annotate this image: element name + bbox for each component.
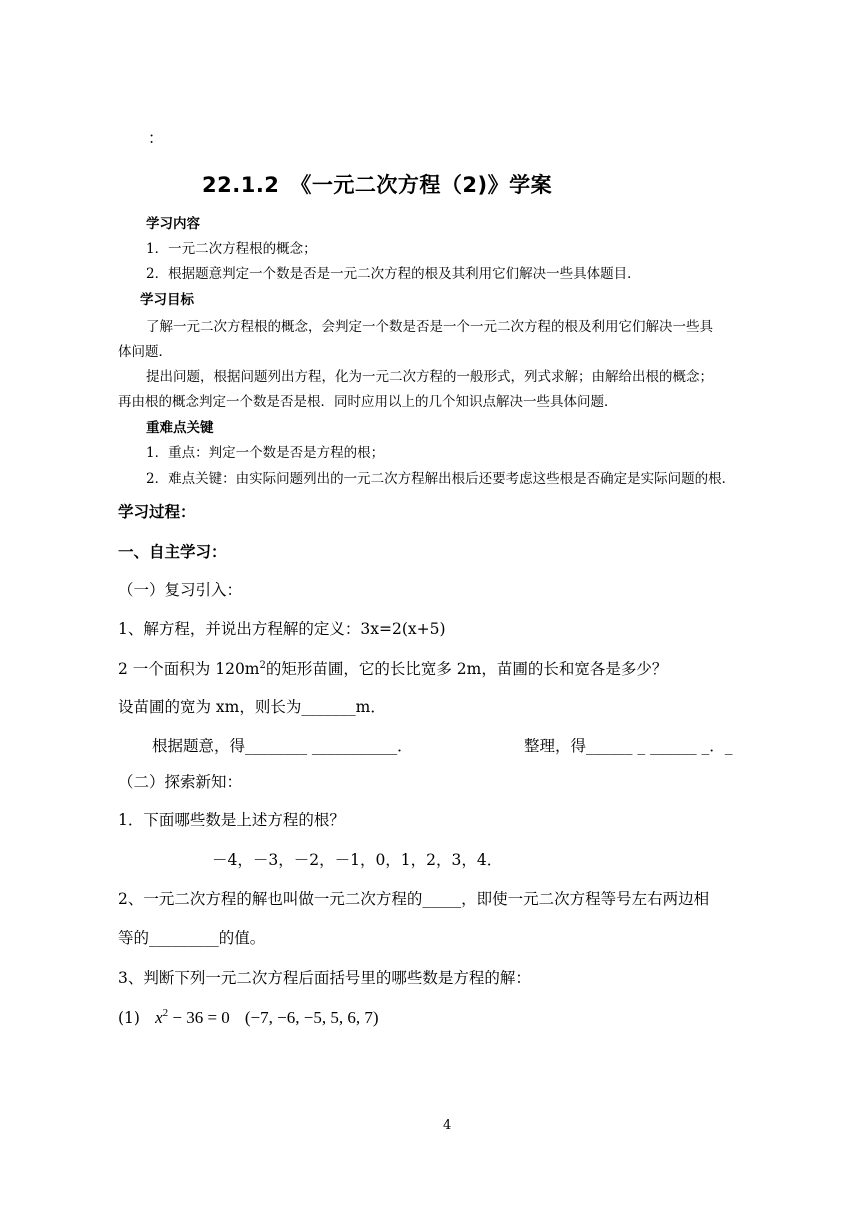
goals-heading: 学习目标 bbox=[140, 292, 194, 308]
equation-candidates: (−7, −6, −5, 5, 6, 7) bbox=[244, 1008, 379, 1027]
question-2 bbox=[118, 657, 667, 679]
question-2-setup: 设苗圃的宽为 xm，则长为_______m． bbox=[118, 698, 386, 716]
explore-item-3: 3、判断下列一元二次方程后面括号里的哪些数是方程的解： bbox=[118, 969, 531, 987]
explore-item-2-line1: 2、一元二次方程的解也叫做一元二次方程的_____，即使一元二次方程等号左右两边相 bbox=[118, 890, 710, 908]
goals-para2-line2: 再由根的概念判定一个数是否是根．同时应用以上的几个知识点解决一些具体问题． bbox=[118, 394, 618, 410]
keypoints-item-1: 1．重点：判定一个数是否是方程的根； bbox=[146, 445, 385, 461]
question-2-suffix: 的矩形苗圃，它的长比宽多 2m，苗圃的长和宽各是多少？ bbox=[265, 660, 668, 678]
question-1: 1、解方程，并说出方程解的定义：3x=2(x+5) bbox=[118, 620, 446, 638]
content-heading: 学习内容 bbox=[146, 216, 200, 232]
equation-row bbox=[118, 1007, 378, 1028]
goals-para1-line2: 体问题． bbox=[118, 344, 172, 360]
equation-label: (1) bbox=[118, 1009, 140, 1027]
self-study-heading: 一、自主学习： bbox=[118, 543, 227, 561]
review-heading: （一）复习引入： bbox=[118, 581, 243, 599]
explore-heading: （二）探索新知： bbox=[118, 773, 243, 791]
colon-mark: ： bbox=[148, 129, 164, 147]
explore-item-2-line2: 等的_________的值。 bbox=[118, 929, 266, 947]
keypoints-item-2: 2．难点关键：由实际问题列出的一元二次方程解出根后还要考虑这些根是否确定是实际问题的根． bbox=[146, 471, 736, 487]
page-title: 22.1.2 《一元二次方程（2)》学案 bbox=[202, 173, 553, 197]
equation-rest: − 36 = 0 bbox=[168, 1008, 230, 1027]
equation-exponent: 2 bbox=[162, 1007, 169, 1019]
explore-item-1: 1．下面哪些数是上述方程的根？ bbox=[118, 811, 345, 829]
equation bbox=[155, 1008, 230, 1027]
equation-variable: x bbox=[155, 1008, 163, 1027]
question-2-sup: 2 bbox=[259, 659, 266, 671]
goals-para2-line1: 提出问题，根据问题列出方程，化为一元二次方程的一般形式，列式求解；由解给出根的概念； bbox=[146, 369, 713, 385]
process-heading: 学习过程： bbox=[118, 503, 196, 521]
question-2-fill-left: 根据题意，得________ ___________． bbox=[152, 737, 413, 755]
question-2-prefix: 2 一个面积为 120m bbox=[118, 660, 260, 678]
question-2-fill-right: 整理，得______ _ ______ _．_ bbox=[524, 737, 733, 755]
goals-para1-line1: 了解一元二次方程根的概念，会判定一个数是否是一个一元二次方程的根及利用它们解决一些具 bbox=[146, 319, 713, 335]
content-item-1: 1．一元二次方程根的概念； bbox=[146, 241, 317, 257]
content-item-2: 2．根据题意判定一个数是否是一元二次方程的根及其利用它们解决一些具体题目． bbox=[146, 266, 641, 282]
explore-item-1-numbers: －4，－3，－2，－1，0，1，2，3，4． bbox=[212, 851, 503, 869]
page-number: 4 bbox=[443, 1118, 452, 1133]
keypoints-heading: 重难点关键 bbox=[146, 420, 214, 436]
